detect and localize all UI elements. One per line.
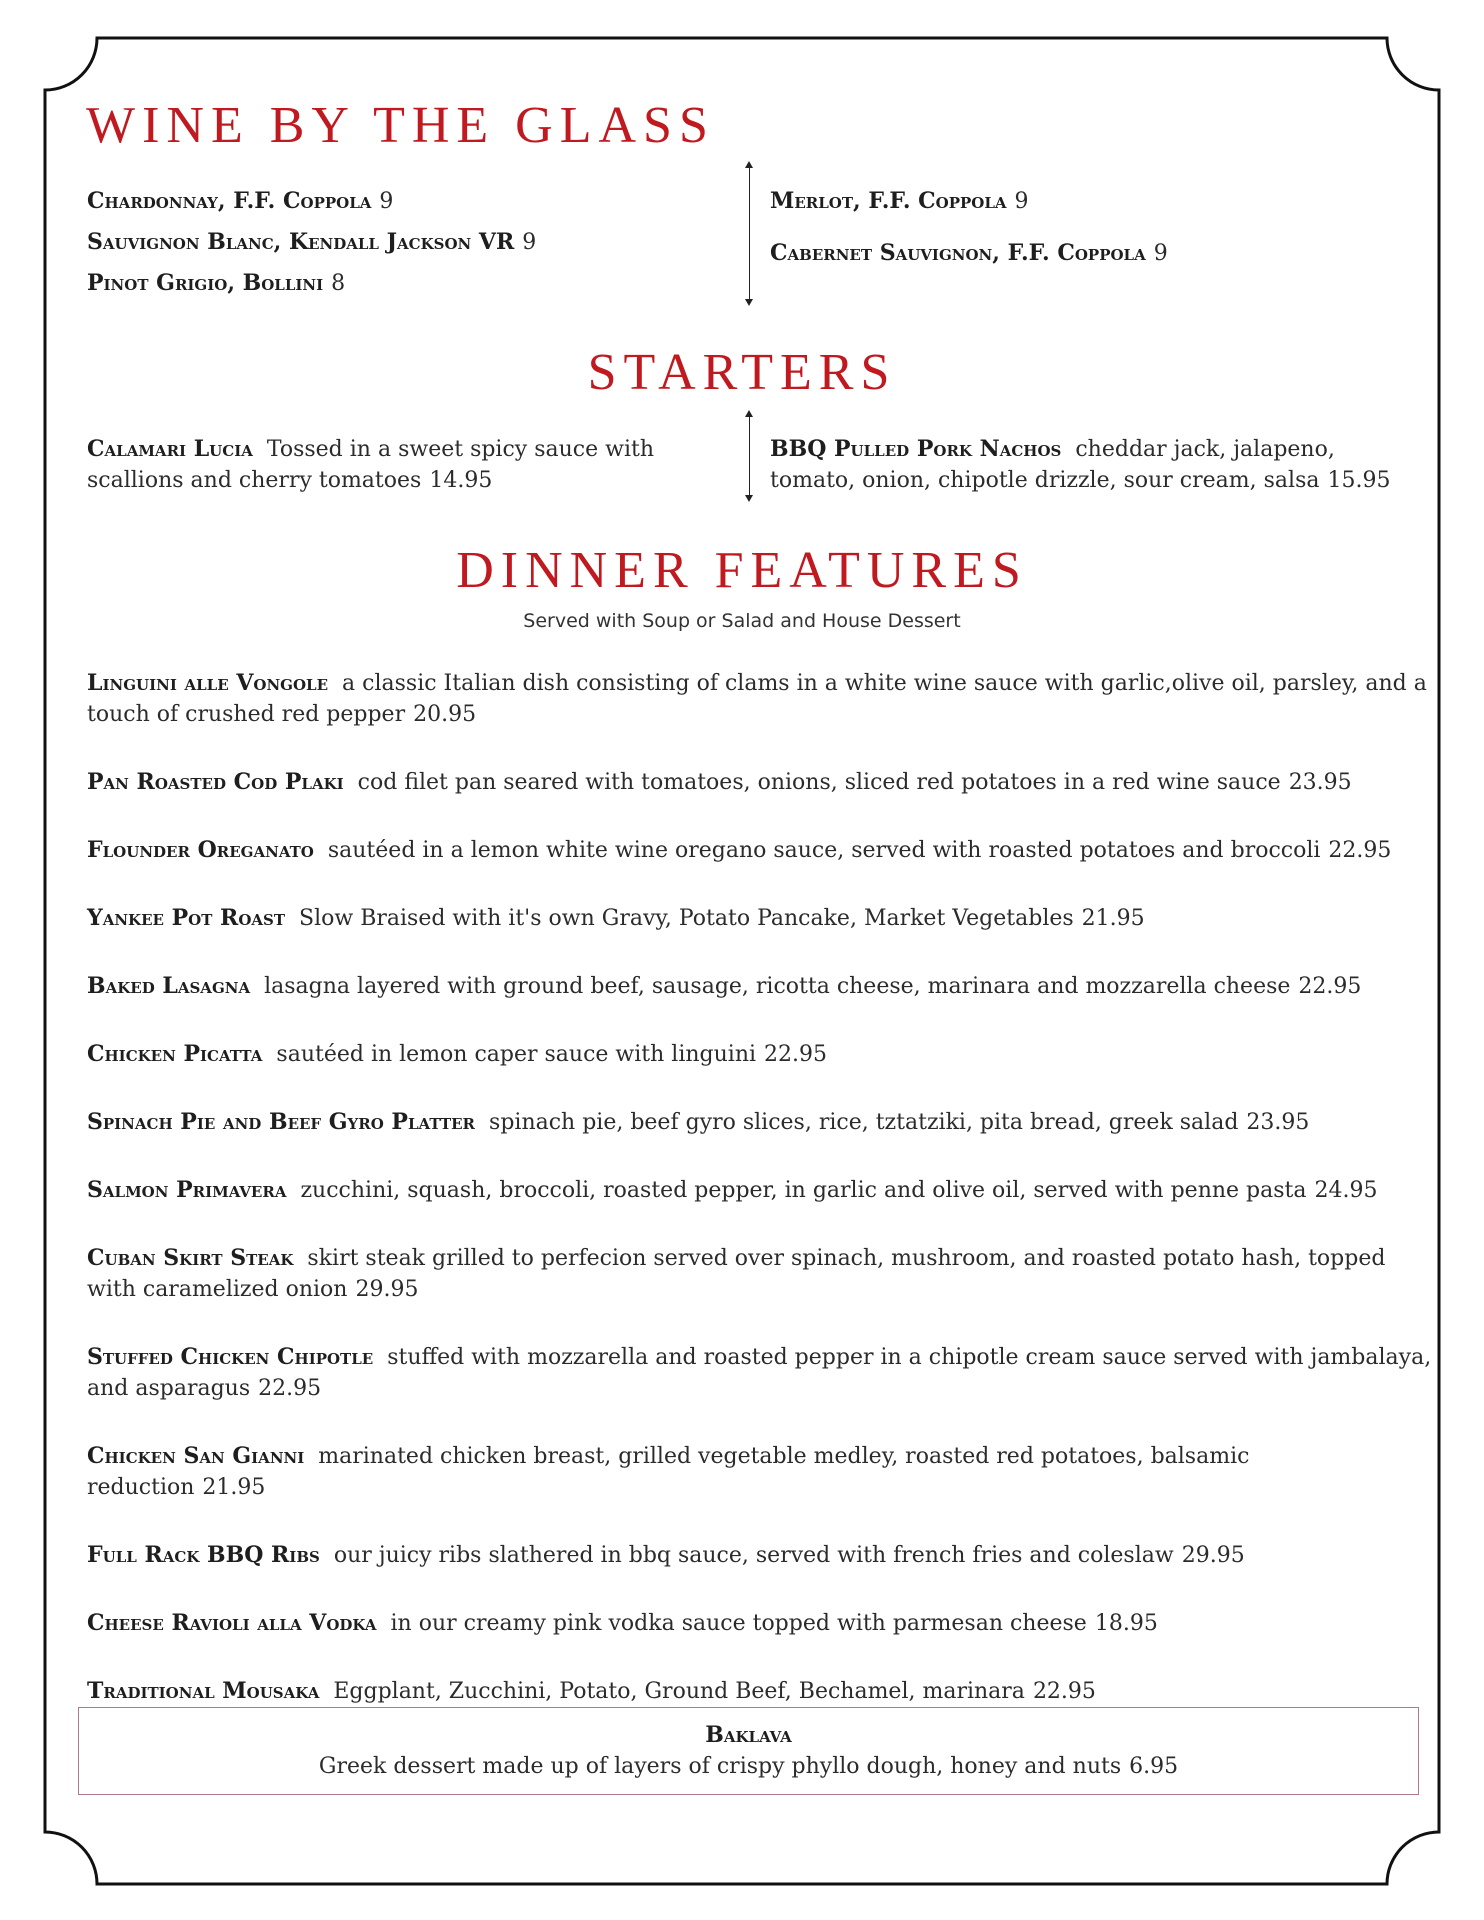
dish-description: stuffed with mozzarella and roasted pepper in a chipotle cream sauce served with jambalaya, and asparagus: [87, 1345, 1432, 1401]
starter-name: BBQ Pulled Pork Nachos: [770, 436, 1062, 462]
wine-name: Pinot Grigio, Bollini: [87, 270, 324, 296]
wine-column-divider: [749, 163, 750, 304]
dish-price: 22.95: [1032, 1679, 1096, 1704]
dish-price: 22.95: [764, 1042, 828, 1067]
wine-item: [87, 186, 393, 217]
starters-section-title: STARTERS: [587, 344, 897, 401]
wine-name: Cabernet Sauvignon, F.F. Coppola: [770, 240, 1146, 266]
wine-name: Chardonnay, F.F. Coppola: [87, 188, 372, 214]
dinner-item: [87, 1441, 1432, 1503]
dish-description: Slow Braised with it's own Gravy, Potato Pancake, Market Vegetables: [299, 906, 1074, 931]
wine-price: 9: [522, 230, 537, 255]
dinner-item: [87, 1175, 1432, 1206]
dessert-line: [79, 1751, 1418, 1782]
dinner-item: [87, 1039, 1432, 1070]
dinner-item: [87, 1243, 1432, 1305]
dish-description: cod filet pan seared with tomatoes, onions, sliced red potatoes in a red wine sauce: [357, 770, 1281, 795]
dish-name: Traditional Mousaka: [87, 1678, 320, 1704]
dinner-item: [87, 1676, 1432, 1707]
dish-name: Spinach Pie and Beef Gyro Platter: [87, 1109, 476, 1135]
dish-description: our juicy ribs slathered in bbq sauce, served with french fries and coleslaw: [333, 1543, 1174, 1568]
dish-price: 23.95: [1288, 770, 1352, 795]
dessert-name: Baklava: [705, 1722, 792, 1748]
dinner-item: [87, 767, 1432, 798]
dish-name: Flounder Oreganato: [87, 837, 314, 863]
dish-price: 20.95: [413, 702, 477, 727]
wine-name: Sauvignon Blanc, Kendall Jackson VR: [87, 229, 515, 255]
dish-price: 24.95: [1314, 1178, 1378, 1203]
dinner-item: [87, 668, 1432, 730]
dish-description: in our creamy pink vodka sauce topped with parmesan cheese: [390, 1611, 1087, 1636]
dish-description: Eggplant, Zucchini, Potato, Ground Beef, Bechamel, marinara: [333, 1679, 1025, 1704]
starters-column-divider: [749, 412, 750, 500]
dish-description: skirt steak grilled to perfecion served over spinach, mushroom, and roasted potato hash, topped with caramelized onion: [87, 1246, 1386, 1302]
wine-item: [87, 227, 536, 258]
dish-name: Cheese Ravioli alla Vodka: [87, 1610, 377, 1636]
dish-name: Cuban Skirt Steak: [87, 1245, 294, 1271]
dinner-list: [87, 668, 1432, 1744]
starter-description: cheddar jack, jalapeno, tomato, onion, chipotle drizzle, sour cream, salsa: [770, 437, 1335, 493]
dish-description: zucchini, squash, broccoli, roasted pepper, in garlic and olive oil, served with penne pasta: [300, 1178, 1307, 1203]
dinner-item: [87, 1608, 1432, 1639]
wine-section-title: WINE BY THE GLASS: [86, 97, 715, 154]
dish-description: lasagna layered with ground beef, sausage, ricotta cheese, marinara and mozzarella cheese: [264, 974, 1291, 999]
wine-price: 9: [1014, 189, 1029, 214]
dish-description: marinated chicken breast, grilled vegetable medley, roasted red potatoes, balsamic reduction: [87, 1444, 1250, 1500]
dinner-item: [87, 903, 1432, 934]
dish-name: Chicken Picatta: [87, 1041, 263, 1067]
dish-name: Chicken San Gianni: [87, 1443, 305, 1469]
dinner-item: [87, 835, 1432, 866]
dish-name: Pan Roasted Cod Plaki: [87, 769, 344, 795]
dinner-item: [87, 1540, 1432, 1571]
wine-price: 9: [1153, 241, 1168, 266]
wine-name: Merlot, F.F. Coppola: [770, 188, 1007, 214]
dish-price: 22.95: [1328, 838, 1392, 863]
dinner-item: [87, 1107, 1432, 1138]
dinner-item: [87, 971, 1432, 1002]
dish-description: sautéed in a lemon white wine oregano sauce, served with roasted potatoes and broccoli: [327, 838, 1321, 863]
starter-item: [87, 434, 707, 496]
dish-name: Full Rack BBQ Ribs: [87, 1542, 320, 1568]
dish-price: 29.95: [1181, 1543, 1245, 1568]
wine-item: [770, 238, 1168, 269]
wine-price: 8: [331, 271, 346, 296]
dish-price: 18.95: [1094, 1611, 1158, 1636]
dish-price: 22.95: [258, 1376, 322, 1401]
starter-price: 14.95: [429, 468, 493, 493]
dinner-item: [87, 1342, 1432, 1404]
dish-name: Baked Lasagna: [87, 973, 251, 999]
dish-name: Linguini alle Vongole: [87, 670, 329, 696]
dessert-description: Greek dessert made up of layers of crispy phyllo dough, honey and nuts: [318, 1754, 1122, 1779]
dish-price: 23.95: [1246, 1110, 1310, 1135]
dessert-price: 6.95: [1129, 1754, 1179, 1779]
dish-price: 21.95: [202, 1475, 266, 1500]
dish-description: sautéed in lemon caper sauce with linguini: [276, 1042, 757, 1067]
wine-item: [770, 186, 1029, 217]
starter-description: Tossed in a sweet spicy sauce with scallions and cherry tomatoes: [87, 437, 655, 493]
dish-name: Yankee Pot Roast: [87, 905, 286, 931]
dish-name: Stuffed Chicken Chipotle: [87, 1344, 374, 1370]
dish-price: 29.95: [355, 1277, 419, 1302]
starter-name: Calamari Lucia: [87, 436, 253, 462]
dish-price: 22.95: [1298, 974, 1362, 999]
starter-item: [770, 434, 1410, 496]
wine-price: 9: [379, 189, 394, 214]
dish-name: Salmon Primavera: [87, 1177, 287, 1203]
dinner-subtitle: Served with Soup or Salad and House Dessert: [523, 610, 961, 632]
wine-item: [87, 268, 345, 299]
dish-description: spinach pie, beef gyro slices, rice, tztatziki, pita bread, greek salad: [489, 1110, 1239, 1135]
dessert-box: [78, 1707, 1419, 1795]
dish-price: 21.95: [1081, 906, 1145, 931]
dinner-section-title: DINNER FEATURES: [456, 542, 1028, 599]
dish-description: a classic Italian dish consisting of clams in a white wine sauce with garlic,olive oil, parsley, and a touch of crushed red pepper: [87, 671, 1427, 727]
starter-price: 15.95: [1327, 468, 1391, 493]
